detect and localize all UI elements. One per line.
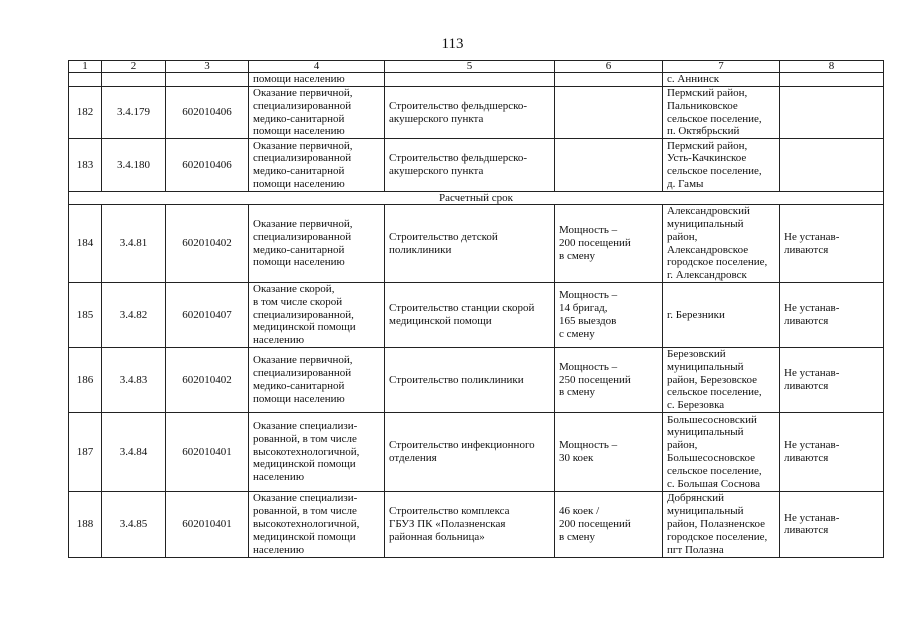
table-header-row — [69, 61, 884, 73]
cell-location: Александровский муниципальный район, Александровское городское поселение, г. Александровск — [663, 205, 780, 283]
cell-capacity: Мощность – 250 посещений в смену — [555, 347, 663, 412]
cell-row-number: 183 — [69, 139, 102, 192]
table-row — [69, 412, 884, 491]
cell-protection-zone — [780, 87, 884, 139]
cell-code: 3.4.180 — [102, 139, 166, 192]
cell-classifier: 602010407 — [166, 282, 249, 347]
cell-service-type: Оказание первичной, специализированной медико-санитарной помощи населению — [249, 87, 385, 139]
cell-service-type: Оказание первичной, специализированной медико-санитарной помощи населению — [249, 205, 385, 283]
table-row — [69, 205, 884, 283]
cell-location: Березовский муниципальный район, Березовское сельское поселение, с. Березовка — [663, 347, 780, 412]
cell-row-number: 187 — [69, 412, 102, 491]
section-divider — [69, 192, 884, 205]
cell-service-type: Оказание специализи- рованной, в том числе высокотехнологичной, медицинской помощи населению — [249, 491, 385, 557]
cell-service-type: Оказание первичной, специализированной медико-санитарной помощи населению — [249, 139, 385, 192]
cell-service-type: Оказание первичной, специализированной медико-санитарной помощи населению — [249, 347, 385, 412]
table-row — [69, 491, 884, 557]
cell-capacity — [555, 87, 663, 139]
cell-capacity: 46 коек / 200 посещений в смену — [555, 491, 663, 557]
cell-code: 3.4.83 — [102, 347, 166, 412]
cell-row-number: 184 — [69, 205, 102, 283]
cell-service-type: Оказание скорой, в том числе скорой специализированной, медицинской помощи населению — [249, 282, 385, 347]
cell-capacity: Мощность – 200 посещений в смену — [555, 205, 663, 283]
cell-location: г. Березники — [663, 282, 780, 347]
cell-row-number: 186 — [69, 347, 102, 412]
cell-classifier: 602010406 — [166, 87, 249, 139]
cell-classifier: 602010401 — [166, 491, 249, 557]
column-header: 4 — [249, 61, 385, 73]
cell-row-number: 182 — [69, 87, 102, 139]
cell-protection-zone: Не устанав- ливаются — [780, 412, 884, 491]
column-header: 5 — [385, 61, 555, 73]
cell-protection-zone: Не устанав- ливаются — [780, 491, 884, 557]
cell-capacity — [555, 139, 663, 192]
cell-row-number: 185 — [69, 282, 102, 347]
cell-classifier: 602010402 — [166, 347, 249, 412]
cell-classifier: 602010402 — [166, 205, 249, 283]
cell-code: 3.4.81 — [102, 205, 166, 283]
cell-classifier: 602010406 — [166, 139, 249, 192]
page-number: 113 — [441, 36, 464, 52]
cell-object-name: Строительство фельдшерско- акушерского пункта — [385, 139, 555, 192]
column-header: 7 — [663, 61, 780, 73]
table-row — [69, 347, 884, 412]
cell-protection-zone — [780, 139, 884, 192]
cell-capacity: Мощность – 14 бригад, 165 выездов с смену — [555, 282, 663, 347]
cell-object-name: Строительство детской поликлиники — [385, 205, 555, 283]
cell-code: 3.4.82 — [102, 282, 166, 347]
cell-location: с. Аннинск — [663, 73, 780, 87]
cell-location: Большесосновский муниципальный район, Большесосновское сельское поселение, с. Большая Соснова — [663, 412, 780, 491]
column-header: 3 — [166, 61, 249, 73]
cell-object-name: Строительство поликлиники — [385, 347, 555, 412]
cell-capacity: Мощность – 30 коек — [555, 412, 663, 491]
section-row — [69, 192, 884, 205]
column-header: 2 — [102, 61, 166, 73]
cell-location: Пермский район, Усть-Качкинское сельское поселение, д. Гамы — [663, 139, 780, 192]
column-header: 6 — [555, 61, 663, 73]
cell-code: 3.4.179 — [102, 87, 166, 139]
cell-object-name: Строительство инфекционного отделения — [385, 412, 555, 491]
column-header: 8 — [780, 61, 884, 73]
cell-protection-zone: Не устанав- ливаются — [780, 205, 884, 283]
cell-row-number: 188 — [69, 491, 102, 557]
section-label: Расчетный срок — [69, 192, 884, 205]
continuation-row — [69, 73, 884, 87]
cell-service-type: помощи населению — [249, 73, 385, 87]
cell-protection-zone: Не устанав- ливаются — [780, 282, 884, 347]
cell-service-type: Оказание специализи- рованной, в том числе высокотехнологичной, медицинской помощи населению — [249, 412, 385, 491]
cell-location: Пермский район, Пальниковское сельское поселение, п. Октябрьский — [663, 87, 780, 139]
cell-object-name: Строительство комплекса ГБУЗ ПК «Полазненская районная больница» — [385, 491, 555, 557]
table-row — [69, 87, 884, 139]
cell-code: 3.4.84 — [102, 412, 166, 491]
table-body-estimated-period — [69, 205, 884, 558]
cell-object-name: Строительство фельдшерско- акушерского пункта — [385, 87, 555, 139]
table-row — [69, 282, 884, 347]
column-header: 1 — [69, 61, 102, 73]
cell-location: Добрянский муниципальный район, Полазненское городское поселение, пгт Полазна — [663, 491, 780, 557]
table-row — [69, 139, 884, 192]
cell-object-name: Строительство станции скорой медицинской помощи — [385, 282, 555, 347]
objects-table — [68, 60, 884, 558]
cell-code: 3.4.85 — [102, 491, 166, 557]
cell-classifier: 602010401 — [166, 412, 249, 491]
table-body-current-period — [69, 73, 884, 192]
cell-protection-zone: Не устанав- ливаются — [780, 347, 884, 412]
